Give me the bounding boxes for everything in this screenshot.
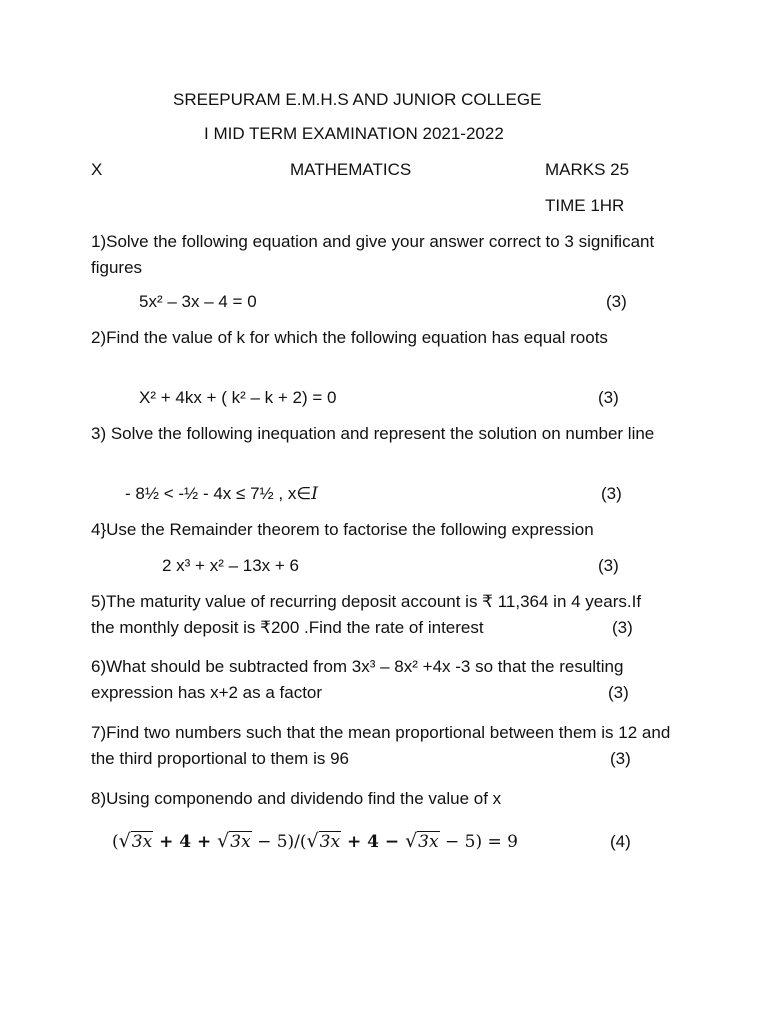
question-8-text: 8)Using componendo and dividendo find the value of x: [91, 789, 502, 808]
sqrt-term-2: √3x: [217, 830, 251, 852]
question-2-expression: X² + 4kx + ( k² – k + 2) = 0: [139, 388, 337, 407]
school-name: SREEPURAM E.M.H.S AND JUNIOR COLLEGE: [173, 90, 542, 109]
integer-set-symbol: I: [311, 484, 318, 504]
expr-part-1: + 4 +: [153, 832, 218, 852]
question-8-expression: [112, 828, 518, 855]
question-8-marks: (4): [610, 832, 631, 851]
total-marks: MARKS 25: [545, 160, 630, 179]
class-label: X: [91, 160, 103, 179]
expr-open-paren: (: [112, 832, 119, 852]
question-4-expression: 2 x³ + x² – 13x + 6: [162, 556, 300, 575]
question-1-expression: 5x² – 3x – 4 = 0: [139, 292, 257, 311]
subject-label: MATHEMATICS: [290, 160, 412, 179]
question-7-text: 7)Find two numbers such that the mean proportional between them is 12 and the third proportional to them is 96: [91, 723, 671, 768]
question-3-expression: [125, 481, 318, 507]
question-2-text: 2)Find the value of k for which the following equation has equal roots: [91, 328, 608, 347]
expr-part-3: + 4 −: [341, 832, 406, 852]
sqrt-term-4: √3x: [405, 830, 439, 852]
question-6-text: 6)What should be subtracted from 3x³ – 8x² +4x -3 so that the resulting expression has x+2 as a factor: [91, 657, 624, 702]
question-6-marks: (3): [608, 683, 629, 702]
question-1-marks: (3): [606, 292, 627, 311]
sqrt-term-1: √3x: [118, 830, 153, 852]
question-5-text: 5)The maturity value of recurring deposit account is ₹ 11,364 in 4 years.If the monthly deposit is ₹200 .Find the rate of interest: [91, 592, 642, 637]
question-4-marks: (3): [598, 556, 619, 575]
question-4-text: 4}Use the Remainder theorem to factorise the following expression: [91, 520, 594, 539]
question-3-marks: (3): [601, 484, 622, 503]
question-5-marks: (3): [612, 618, 633, 637]
expr-part-2: − 5)/(: [251, 832, 307, 852]
exam-title: I MID TERM EXAMINATION 2021-2022: [204, 124, 504, 143]
question-2-marks: (3): [598, 388, 619, 407]
question-7-marks: (3): [610, 749, 631, 768]
question-3-inequation: - 8½ < -½ - 4x ≤ 7½ , x∈: [125, 484, 312, 503]
expr-part-4: − 5) = 9: [439, 832, 518, 852]
question-3-text: 3) Solve the following inequation and represent the solution on number line: [91, 424, 655, 443]
sqrt-term-3: √3x: [306, 830, 341, 852]
question-1-text: 1)Solve the following equation and give your answer correct to 3 significant figures: [91, 232, 655, 277]
time-label: TIME 1HR: [545, 196, 625, 215]
